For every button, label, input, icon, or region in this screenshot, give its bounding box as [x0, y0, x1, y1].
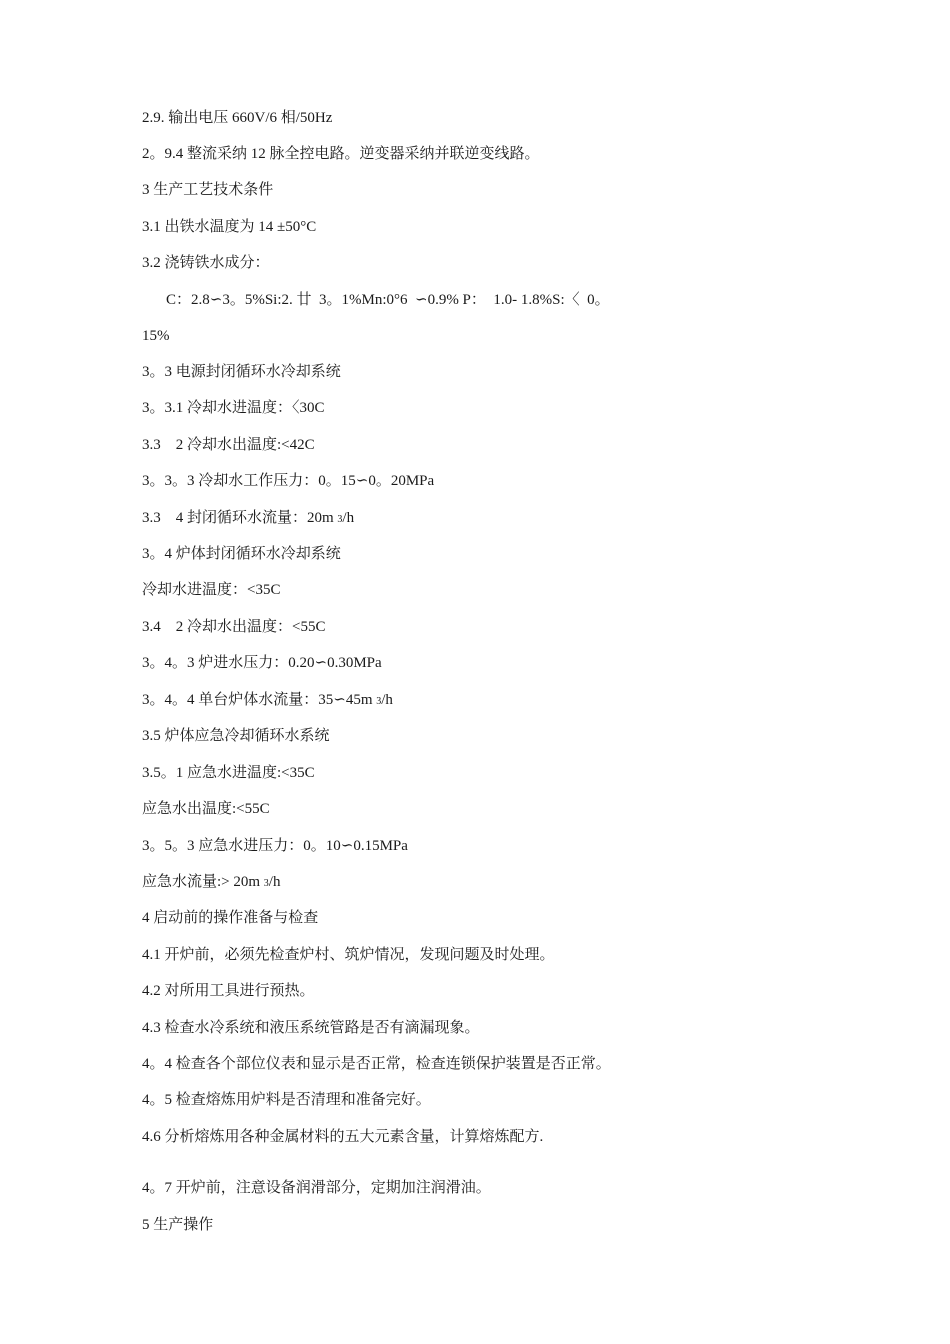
line-power-inlet-temp: 3。3.1 冷却水进温度：〈30C [142, 400, 325, 416]
line-emergency-flow: 应急水流量:> 20m 3/h [142, 874, 281, 890]
heading-emergency-cooling-system: 3.5 炉体应急冷却循环水系统 [142, 728, 330, 744]
line-preheat-tools: 4.2 对所用工具进行预热。 [142, 983, 315, 999]
line-tapping-temperature: 3.1 出铁水温度为 14 ±50°C [142, 219, 317, 235]
heading-furnace-cooling-system: 3。4 炉体封闭循环水冷却系统 [142, 546, 341, 562]
line-power-pressure: 3。3。3 冷却水工作压力：0。15∽0。20MPa [142, 473, 435, 489]
line-furnace-outlet-temp: 3.4 2 冷却水出温度：<55C [142, 619, 326, 635]
line-check-leaks: 4.3 检查水冷系统和液压系统管路是否有滴漏现象。 [142, 1020, 480, 1036]
line-furnace-inlet-temp: 冷却水进温度：<35C [142, 582, 281, 598]
line-power-flow: 3.3 4 封闭循环水流量：20m 3/h [142, 510, 355, 526]
unit-subscript: 3 [337, 514, 343, 525]
line-analyze-materials: 4.6 分析熔炼用各种金属材料的五大元素含量，计算熔炼配方. [142, 1129, 544, 1145]
heading-power-cooling-system: 3。3 电源封闭循环水冷却系统 [142, 364, 341, 380]
line-emergency-pressure: 3。5。3 应急水进压力：0。10∽0.15MPa [142, 838, 408, 854]
unit-subscript: 3 [263, 878, 269, 889]
line-check-charge: 4。5 检查熔炼用炉料是否清理和准备完好。 [142, 1092, 431, 1108]
line-output-voltage: 2.9. 输出电压 660V/6 相/50Hz [142, 110, 333, 126]
heading-production-conditions: 3 生产工艺技术条件 [142, 182, 274, 198]
line-rectifier-inverter: 2。9.4 整流采纳 12 脉全控电路。逆变器采纳并联逆变线路。 [142, 146, 540, 162]
line-furnace-pressure: 3。4。3 炉进水压力：0.20∽0.30MPa [142, 655, 382, 671]
line-check-lining: 4.1 开炉前，必须先检查炉村、筑炉情况，发现问题及时处理。 [142, 947, 555, 963]
heading-pre-start-checks: 4 启动前的操作准备与检查 [142, 910, 319, 926]
unit-subscript: 3 [376, 696, 382, 707]
line-composition-values: C：2.8∽3。5%Si:2. 廿 3。1%Mn:0°6 ∽0.9% P： 1.0- 1.8%S:〈 0。 [166, 292, 610, 308]
heading-production-operation: 5 生产操作 [142, 1217, 214, 1233]
line-emergency-inlet-temp: 3.5。1 应急水进温度:<35C [142, 765, 315, 781]
line-lubrication: 4。7 开炉前，注意设备润滑部分，定期加注润滑油。 [142, 1180, 491, 1196]
line-iron-composition: 3.2 浇铸铁水成分： [142, 255, 270, 271]
line-furnace-flow: 3。4。4 单台炉体水流量：35∽45m 3/h [142, 692, 393, 708]
line-composition-continued: 15% [142, 328, 170, 344]
line-power-outlet-temp: 3.3 2 冷却水出温度:<42C [142, 437, 315, 453]
line-check-instruments: 4。4 检查各个部位仪表和显示是否正常，检查连锁保护装置是否正常。 [142, 1056, 611, 1072]
line-emergency-outlet-temp: 应急水出温度:<55C [142, 801, 270, 817]
